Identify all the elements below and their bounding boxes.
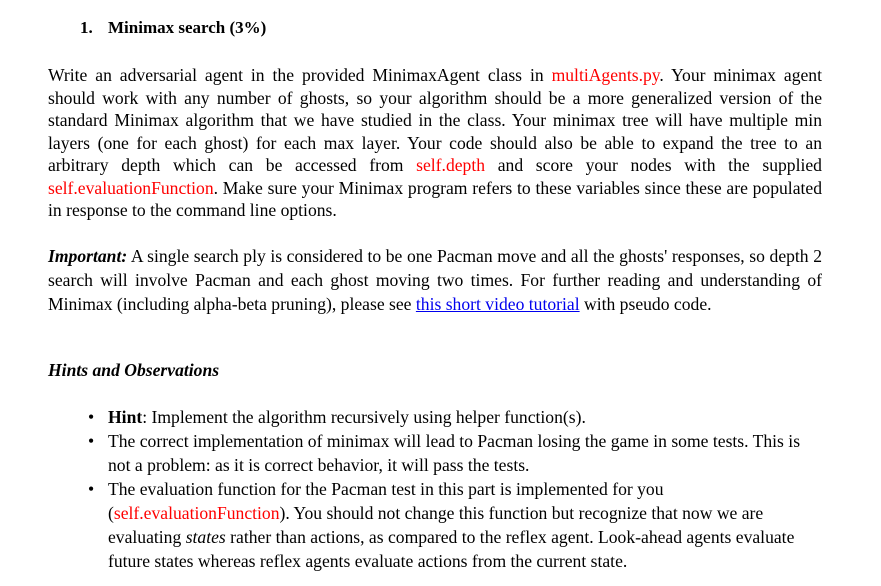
text: A single search ply is considered to be one Pacman move and all the ghosts' responses, so depth 2 search will involve Pacman and each ghost moving two times. For further reading and understanding of Minimax (including alpha-beta pruning), please see xyxy=(48,246,822,314)
bullet-icon: • xyxy=(88,407,95,427)
list-item xyxy=(48,429,822,477)
text: with pseudo code. xyxy=(579,294,712,314)
section-heading xyxy=(80,18,266,38)
bullet-icon: • xyxy=(88,479,95,499)
text: and score your nodes with the supplied xyxy=(485,155,822,175)
text: rather than actions, as compared to the reflex agent. Look-ahead agents evaluate future states whereas reflex agents evaluate actions from the current state. xyxy=(108,527,795,571)
list-item xyxy=(48,405,822,429)
important-label: Important: xyxy=(48,246,128,266)
hints-heading: Hints and Observations xyxy=(48,360,220,380)
evaluation-function-variable: self.evaluationFunction xyxy=(113,503,280,523)
text: ). You should not change this function but recognize that now we are evaluating xyxy=(108,503,764,547)
section-number: 1. xyxy=(80,18,93,37)
video-tutorial-link[interactable]: this short video tutorial xyxy=(415,294,580,314)
text: : Implement the algorithm recursively using helper function(s). xyxy=(142,407,586,427)
text: . Your minimax agent should work with any number of ghosts, so your algorithm should be a more generalized version of the standard Minimax algorithm that we have studied in the class. Your minimax tree will have multiple min layers (one for each ghost) for each max layer. Your code should also be able to expand the tree to an arbitrary depth which can be accessed from xyxy=(48,65,822,175)
emphasis: states xyxy=(185,527,226,547)
important-paragraph xyxy=(48,244,822,316)
hints-list xyxy=(48,405,822,573)
evaluation-function-variable: self.evaluationFunction xyxy=(48,177,214,198)
intro-paragraph xyxy=(48,64,822,222)
file-name: multiAgents.py xyxy=(551,65,660,85)
text: The evaluation function for the Pacman test in this part is implemented for you ( xyxy=(108,479,664,523)
text: . Make sure your Minimax program refers to these variables since these are populated in response to the command line options. xyxy=(48,177,822,220)
text: Write an adversarial agent in the provided MinimaxAgent class in xyxy=(48,65,552,85)
section-title: Minimax search (3%) xyxy=(108,18,267,37)
text: The correct implementation of minimax will lead to Pacman losing the game in some tests. This is not a problem: as it is correct behavior, it will pass the tests. xyxy=(108,431,801,475)
depth-variable: self.depth xyxy=(416,155,486,175)
bullet-icon: • xyxy=(88,431,95,451)
hint-label: Hint xyxy=(108,407,143,427)
list-item xyxy=(48,477,822,573)
